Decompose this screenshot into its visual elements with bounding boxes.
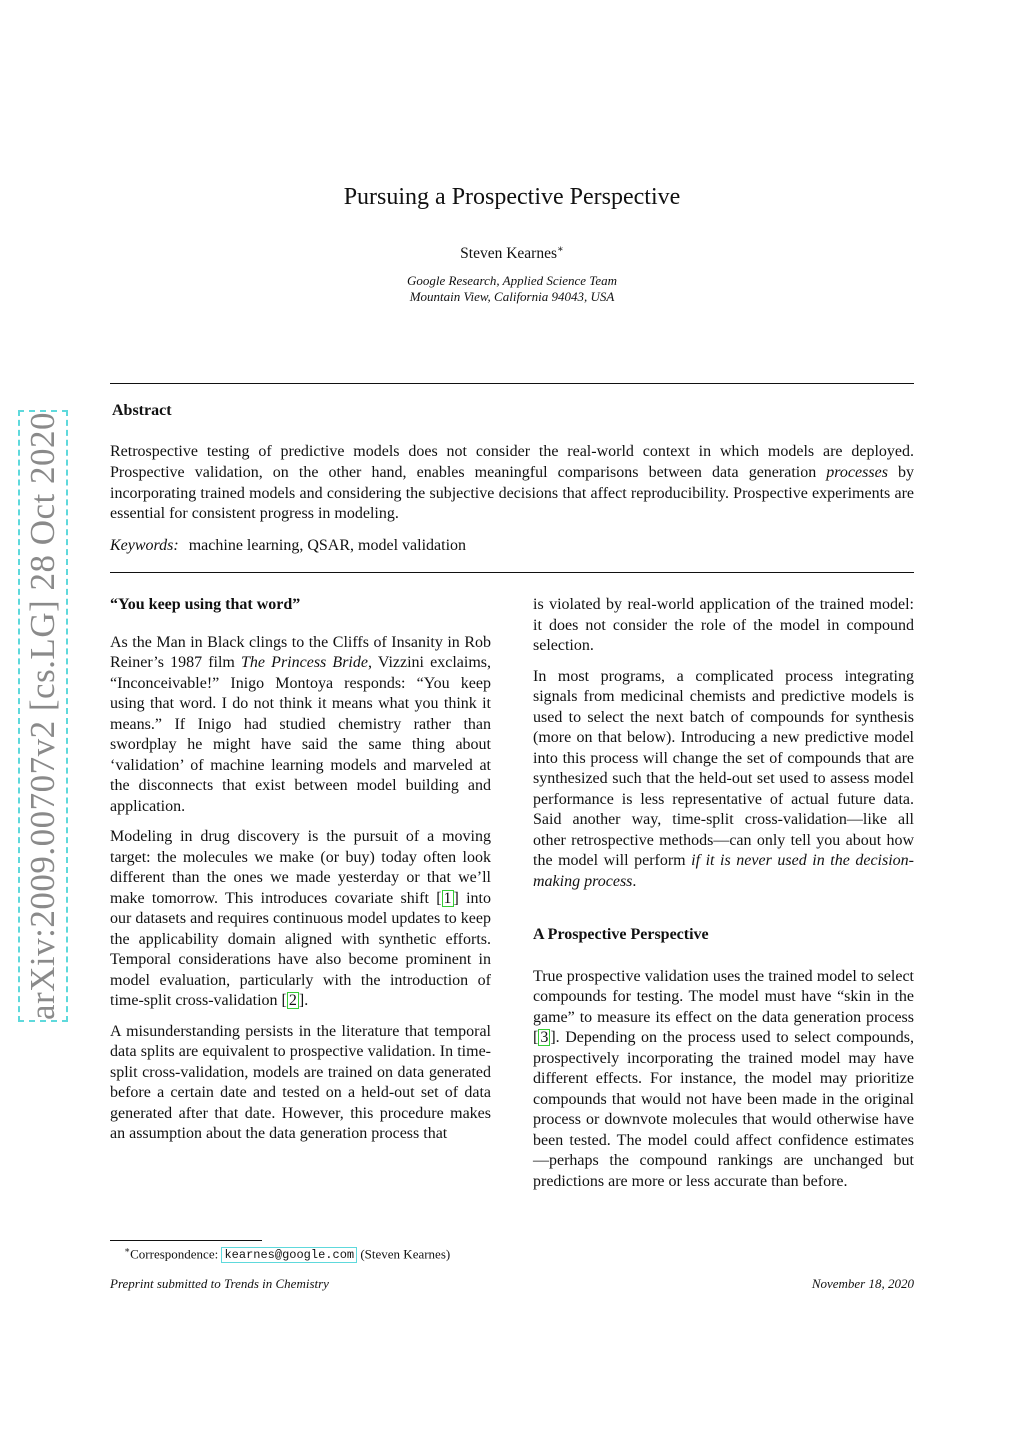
citation-link-1[interactable]: 1	[443, 889, 452, 907]
author-footnote-marker: ∗	[557, 244, 564, 255]
arxiv-identifier: arXiv:2009.00707v2 [cs.LG] 28 Oct 2020	[23, 411, 62, 1021]
citation-link-2[interactable]: 2	[288, 992, 297, 1009]
affiliation-line-2: Mountain View, California 94043, USA	[409, 289, 615, 304]
keywords-line	[110, 537, 466, 555]
abstract-heading: Abstract	[112, 402, 172, 419]
paper-title: Pursuing a Prospective Perspective	[343, 184, 681, 210]
abstract-bottom-rule	[110, 572, 914, 573]
section-heading-prospective-perspective: A Prospective Perspective	[533, 926, 709, 943]
arxiv-identifier-stamp[interactable]	[18, 410, 68, 1022]
footer-date: November 18, 2020	[811, 1276, 914, 1291]
correspondence-footnote: ∗Correspondence: kearnes@google.com (Steven Kearnes)	[124, 1245, 451, 1263]
keywords-values: machine learning, QSAR, model validation	[188, 537, 467, 554]
paragraph-moving-target: Modeling in drug discovery is the pursuit of a moving target: the molecules we make (or buy) today often look different than the ones we made yesterday or that we’ll make tomorrow. This introduces covariate shift [ 1 ] into our datasets and requires continuous model updates to keep the applicability domain aligned with synthetic efforts. Temporal considerations have also become prominent in model evaluation, particularly with the introduction of time-split cross-validation [ 2 ].	[110, 828, 491, 1009]
paragraph-continued: is violated by real-world application of the trained model: it does not consider the role of the model in compound selection.	[533, 596, 914, 654]
footnote-rule	[110, 1240, 262, 1241]
paragraph-most-programs: In most programs, a complicated process integrating signals from medicinal chemists and predictive models is used to select the next batch of compounds for synthesis (more on that below). Introducing a new predictive model into this process will change the set of compounds that are synthesized such that the held-out set used to assess model performance is less representative of actual future data. Said another way, time-split cross-validation—like all other retrospective methods—can only tell you about how the model will perform if it is never used in the decision-making process.	[533, 667, 914, 890]
right-column	[533, 595, 914, 1202]
abstract-top-rule	[110, 383, 914, 384]
keywords-label: Keywords:	[110, 537, 179, 554]
left-column	[110, 595, 491, 1155]
email-link[interactable]: kearnes@google.com	[221, 1247, 357, 1263]
author-name: Steven Kearnes	[460, 245, 558, 263]
affiliation-line-1: Google Research, Applied Science Team	[407, 273, 617, 288]
citation-link-3[interactable]: 3	[540, 1029, 549, 1046]
footer-preprint-note: Preprint submitted to Trends in Chemistry	[110, 1276, 329, 1291]
author-line	[0, 244, 1024, 263]
paragraph-true-prospective: True prospective validation uses the trained model to select compounds for testing. The model must have “skin in the game” to measure its effect on the data generation process [ 3 ]. Depending on the process used to select compounds, prospectively incorporating the trained model may have different effects. For instance, the model may prioritize compounds that would not have been made in the original process or downvote molecules that would otherwise have been tested. The model could affect confidence estimates—perhaps the compound rankings are unchanged but predictions are more or less accurate than before.	[533, 967, 914, 1190]
abstract-text: Retrospective testing of predictive models does not consider the real-world context in which models are deployed. Prospective validation, on the other hand, enables meaningful comparisons between data generation processes by incorporating trained models and considering the subjective decisions that affect reproducibility. Prospective experiments are essential for consistent progress in modeling.	[110, 443, 914, 523]
section-heading-you-keep-using: “You keep using that word”	[110, 596, 301, 613]
paragraph-misunderstanding: A misunderstanding persists in the literature that temporal data splits are equivalent to prospective validation. In time-split cross-validation, models are trained on data generated before a certain date and tested on a held-out set of data generated after that date. However, this procedure makes an assumption about the data generation process that	[110, 1022, 491, 1142]
paragraph-princess-bride: As the Man in Black clings to the Cliffs of Insanity in Rob Reiner’s 1987 film The Princess Bride, Vizzini exclaims, “Inconceivable!” Inigo Montoya responds: “You keep using that word. I do not think it means what you think it means.” If Inigo had studied chemistry rather than swordplay he might have said the same thing about ‘validation’ of machine learning models and marveled at the disconnects that exist between model building and application.	[110, 633, 491, 815]
